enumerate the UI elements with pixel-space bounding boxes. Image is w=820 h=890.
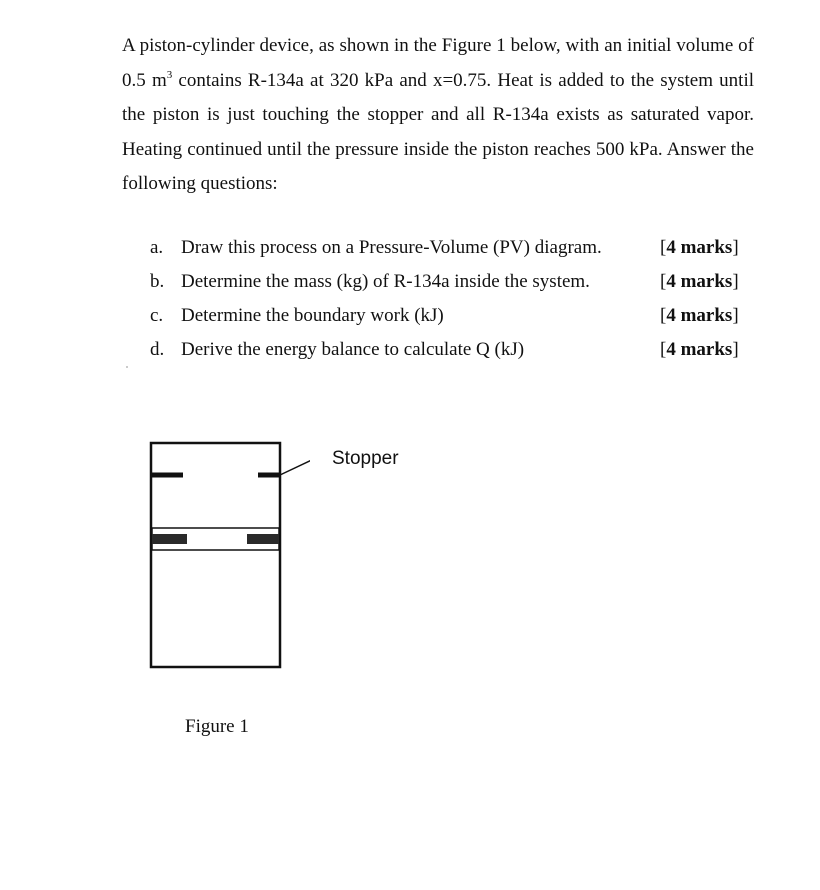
piston-cylinder-figure [140, 430, 310, 680]
marks-open-bracket: [ [660, 305, 667, 326]
question-letter: d. [150, 339, 165, 360]
question-list [150, 231, 750, 367]
problem-statement [122, 29, 754, 202]
piston-seal-right [247, 534, 279, 544]
marks-value: 4 marks [666, 237, 733, 258]
problem-text-part1: A piston-cylinder device, as shown in the Figure 1 below, with an initial volume of 0.5 m [122, 35, 754, 91]
marks-open-bracket: [ [660, 339, 667, 360]
question-marks [660, 333, 739, 367]
marks-close-bracket: ] [732, 271, 739, 292]
scan-speck [126, 366, 128, 368]
stopper-pointer-line [280, 457, 310, 475]
stopper-label: Stopper [332, 448, 399, 469]
question-text: Determine the mass (kg) of R-134a inside the system. [181, 271, 590, 292]
question-item [150, 333, 750, 367]
marks-close-bracket: ] [732, 339, 739, 360]
question-item [150, 231, 750, 265]
marks-value: 4 marks [666, 339, 733, 360]
marks-close-bracket: ] [732, 305, 739, 326]
figure-caption: Figure 1 [185, 716, 249, 737]
question-item [150, 299, 750, 333]
marks-value: 4 marks [666, 271, 733, 292]
question-letter: a. [150, 237, 164, 258]
question-marks [660, 299, 739, 333]
question-letter: b. [150, 271, 165, 292]
problem-text-part2: contains R-134a at 320 kPa and x=0.75. Heat is added to the system until the piston is just touching the stopper and all R-134a exists as saturated vapor. Heating continued until the pressure inside the piston reaches 500 kPa. Answer the following questions: [122, 69, 754, 194]
question-text: Derive the energy balance to calculate Q (kJ) [181, 339, 525, 360]
question-marks [660, 265, 739, 299]
question-text: Draw this process on a Pressure-Volume (PV) diagram. [181, 237, 602, 258]
cubic-superscript: 3 [166, 68, 173, 81]
piston-seal-left [152, 534, 187, 544]
question-item [150, 265, 750, 299]
marks-open-bracket: [ [660, 271, 667, 292]
question-text: Determine the boundary work (kJ) [181, 305, 444, 326]
question-marks [660, 231, 739, 265]
marks-close-bracket: ] [732, 237, 739, 258]
marks-open-bracket: [ [660, 237, 667, 258]
question-letter: c. [150, 305, 164, 326]
marks-value: 4 marks [666, 305, 733, 326]
